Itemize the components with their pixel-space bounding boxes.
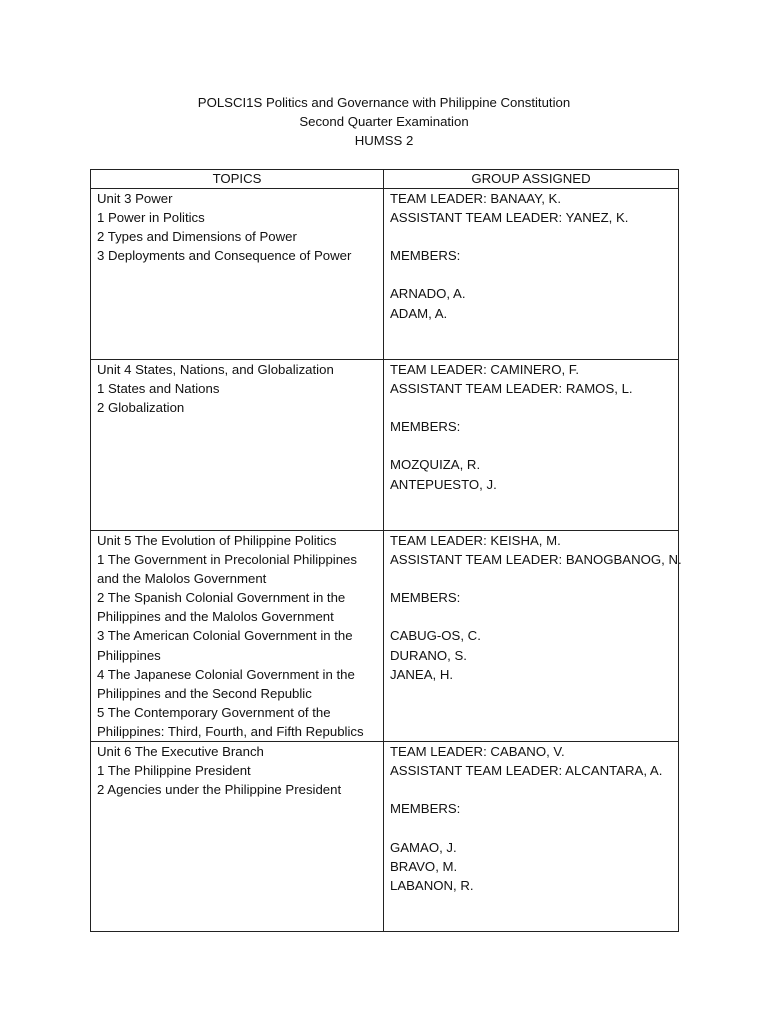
assistant-team-leader: ASSISTANT TEAM LEADER: YANEZ, K.	[390, 210, 629, 226]
unit-title: Unit 5 The Evolution of Philippine Politics	[97, 533, 337, 548]
unit-title: Unit 4 States, Nations, and Globalization	[97, 362, 334, 377]
table-row	[91, 360, 679, 531]
topics-cell	[91, 531, 384, 742]
member-name: BRAVO, M.	[390, 858, 458, 874]
topic-item: 1 The Philippine President	[97, 763, 251, 779]
team-leader: TEAM LEADER: KEISHA, M.	[390, 533, 561, 548]
members-label: MEMBERS:	[390, 801, 461, 817]
assignment-table	[90, 169, 682, 932]
assistant-team-leader: ASSISTANT TEAM LEADER: BANOGBANOG, N.	[390, 552, 682, 568]
assistant-team-leader: ASSISTANT TEAM LEADER: ALCANTARA, A.	[390, 763, 663, 779]
topics-cell	[91, 742, 384, 932]
member-name: MOZQUIZA, R.	[390, 457, 481, 473]
topic-item: 1 The Government in Precolonial Philippines and the Malolos Government	[97, 552, 357, 587]
group-cell	[384, 742, 679, 932]
topics-cell	[91, 189, 384, 360]
members-label: MEMBERS:	[390, 248, 461, 264]
exam-title: Second Quarter Examination	[299, 114, 469, 129]
topic-item: 2 Globalization	[97, 400, 185, 416]
topic-item: 5 The Contemporary Government of the Philippines: Third, Fourth, and Fifth Republics	[97, 704, 364, 739]
group-cell	[384, 360, 679, 531]
topic-item: 3 The American Colonial Government in the Philippines	[97, 628, 353, 663]
table-header-row	[91, 170, 679, 189]
unit-title: Unit 6 The Executive Branch	[97, 744, 264, 760]
topic-item: 1 Power in Politics	[97, 210, 205, 226]
table-row	[91, 189, 679, 360]
topic-item: 2 The Spanish Colonial Government in the Philippines and the Malolos Government	[97, 590, 346, 625]
member-name: ARNADO, A.	[390, 286, 466, 302]
assistant-team-leader: ASSISTANT TEAM LEADER: RAMOS, L.	[390, 381, 633, 397]
topic-item: 3 Deployments and Consequence of Power	[97, 248, 352, 264]
group-column-header: GROUP ASSIGNED	[384, 170, 679, 189]
member-name: LABANON, R.	[390, 877, 474, 893]
group-cell	[384, 531, 682, 742]
course-title: POLSCI1S Politics and Governance with Philippine Constitution	[197, 95, 571, 110]
member-name: DURANO, S.	[390, 647, 467, 663]
member-name: CABUG-OS, C.	[390, 628, 481, 644]
member-name: JANEA, H.	[390, 666, 454, 682]
team-leader: TEAM LEADER: BANAAY, K.	[390, 191, 562, 206]
team-leader: TEAM LEADER: CAMINERO, F.	[390, 362, 580, 377]
section-title: HUMSS 2	[354, 133, 414, 148]
topic-item: 1 States and Nations	[97, 381, 220, 397]
member-name: GAMAO, J.	[390, 839, 457, 855]
unit-title: Unit 3 Power	[97, 191, 173, 206]
members-label: MEMBERS:	[390, 419, 461, 435]
table-row	[91, 531, 679, 742]
member-name: ANTEPUESTO, J.	[390, 476, 497, 492]
topics-cell	[91, 360, 384, 531]
topics-column-header: TOPICS	[91, 170, 384, 189]
topic-item: 2 Agencies under the Philippine President	[97, 782, 342, 798]
document-header	[0, 93, 768, 150]
group-cell	[384, 189, 679, 360]
members-label: MEMBERS:	[390, 590, 461, 606]
team-leader: TEAM LEADER: CABANO, V.	[390, 744, 565, 760]
table-row	[91, 742, 679, 932]
topic-item: 2 Types and Dimensions of Power	[97, 229, 297, 245]
member-name: ADAM, A.	[390, 305, 448, 321]
topic-item: 4 The Japanese Colonial Government in the Philippines and the Second Republic	[97, 666, 355, 701]
